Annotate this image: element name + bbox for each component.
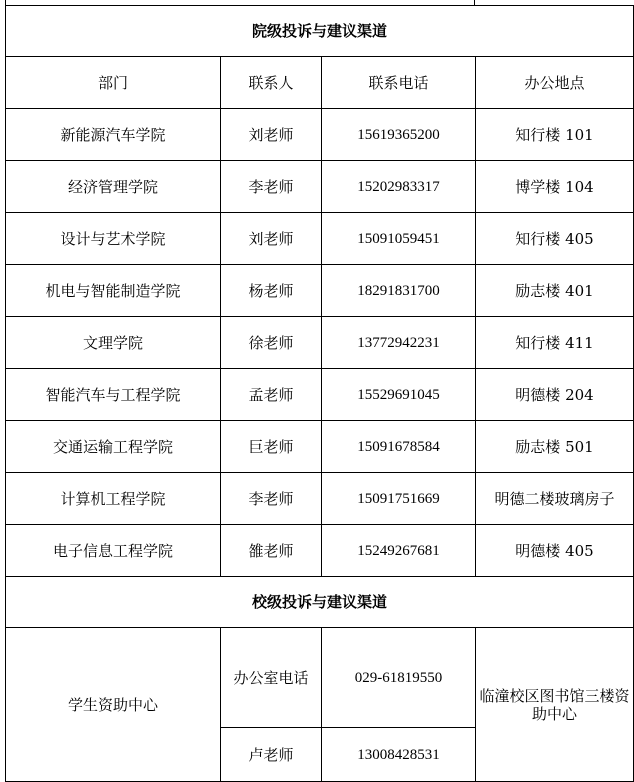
- phone-cell: 15619365200: [322, 109, 476, 161]
- school-phone-cell: 13008428531: [322, 728, 476, 782]
- school-contact-label: 卢老师: [221, 728, 322, 782]
- office-cell: 知行楼 101: [476, 109, 634, 161]
- phone-cell: 13772942231: [322, 317, 476, 369]
- phone-cell: 15529691045: [322, 369, 476, 421]
- table-row: [6, 317, 634, 369]
- office-cell: 励志楼 401: [476, 265, 634, 317]
- dept-cell: 设计与艺术学院: [6, 213, 221, 265]
- office-cell: 知行楼 411: [476, 317, 634, 369]
- office-cell: 明德楼 405: [476, 525, 634, 577]
- table-row: [6, 525, 634, 577]
- phone-cell: 15202983317: [322, 161, 476, 213]
- table-row: [6, 421, 634, 473]
- dept-cell: 机电与智能制造学院: [6, 265, 221, 317]
- table-row: [6, 369, 634, 421]
- phone-cell: 15091678584: [322, 421, 476, 473]
- contact-cell: 巨老师: [221, 421, 322, 473]
- contact-cell: 孟老师: [221, 369, 322, 421]
- contact-cell: 杨老师: [221, 265, 322, 317]
- dept-cell: 经济管理学院: [6, 161, 221, 213]
- college-section-header: [6, 6, 634, 57]
- column-headers-row: [6, 57, 634, 109]
- phone-cell: 18291831700: [322, 265, 476, 317]
- table-row: [6, 109, 634, 161]
- office-cell: 明德二楼玻璃房子: [476, 473, 634, 525]
- dept-cell: 电子信息工程学院: [6, 525, 221, 577]
- contact-cell: 徐老师: [221, 317, 322, 369]
- contact-cell: 李老师: [221, 161, 322, 213]
- dept-cell: 文理学院: [6, 317, 221, 369]
- office-cell: 博学楼 104: [476, 161, 634, 213]
- complaint-channels-table: [5, 5, 634, 782]
- contact-cell: 刘老师: [221, 213, 322, 265]
- dept-cell: 智能汽车与工程学院: [6, 369, 221, 421]
- school-section-title: 校级投诉与建议渠道: [6, 577, 634, 628]
- school-row-1: [6, 628, 634, 728]
- school-section-header: [6, 577, 634, 628]
- office-cell: 知行楼 405: [476, 213, 634, 265]
- office-cell: 励志楼 501: [476, 421, 634, 473]
- college-section-title: 院级投诉与建议渠道: [6, 6, 634, 57]
- header-phone: 联系电话: [322, 57, 476, 109]
- header-contact: 联系人: [221, 57, 322, 109]
- school-phone-cell: 029-61819550: [322, 628, 476, 728]
- contact-cell: 刘老师: [221, 109, 322, 161]
- office-cell: 明德楼 204: [476, 369, 634, 421]
- dept-cell: 计算机工程学院: [6, 473, 221, 525]
- contact-cell: 李老师: [221, 473, 322, 525]
- table-row: [6, 213, 634, 265]
- table-row: [6, 161, 634, 213]
- dept-cell: 新能源汽车学院: [6, 109, 221, 161]
- table-row: [6, 265, 634, 317]
- contact-cell: 雒老师: [221, 525, 322, 577]
- phone-cell: 15249267681: [322, 525, 476, 577]
- header-dept: 部门: [6, 57, 221, 109]
- header-office: 办公地点: [476, 57, 634, 109]
- dept-cell: 交通运输工程学院: [6, 421, 221, 473]
- school-dept-cell: 学生资助中心: [6, 628, 221, 782]
- school-contact-label: 办公室电话: [221, 628, 322, 728]
- phone-cell: 15091751669: [322, 473, 476, 525]
- table-row: [6, 473, 634, 525]
- phone-cell: 15091059451: [322, 213, 476, 265]
- school-office-cell: 临潼校区图书馆三楼资助中心: [476, 628, 634, 782]
